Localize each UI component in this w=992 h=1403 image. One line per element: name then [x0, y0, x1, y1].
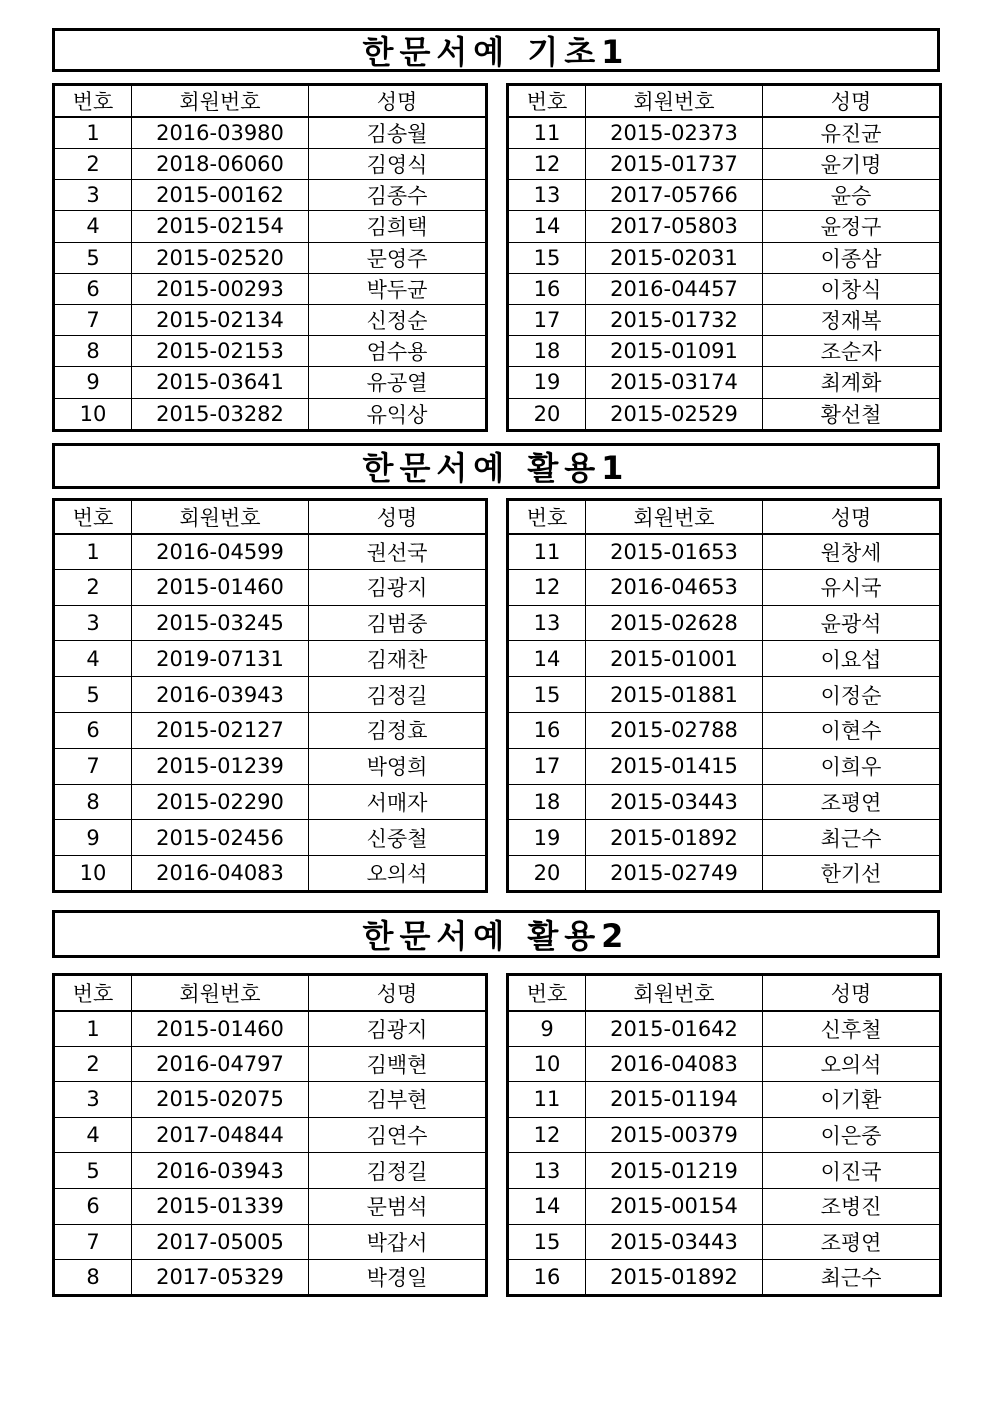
cell-name: 김백현: [309, 1046, 487, 1082]
cell-member-id: 2015-02749: [586, 856, 763, 892]
cell-name: 조병진: [763, 1188, 941, 1224]
cell-member-id: 2015-02075: [132, 1082, 309, 1118]
cell-no: 4: [54, 641, 132, 677]
table-row: [54, 398, 487, 430]
cell-no: 6: [54, 1188, 132, 1224]
cell-no: 19: [508, 367, 586, 398]
table-row: [508, 569, 941, 605]
cell-member-id: 2015-01642: [586, 1011, 763, 1047]
table-row: [54, 1224, 487, 1260]
table-row: [508, 180, 941, 211]
table-row: [54, 304, 487, 335]
member-table-right: [506, 498, 942, 893]
table-row: [54, 336, 487, 367]
table-row: [508, 856, 941, 892]
cell-no: 3: [54, 605, 132, 641]
table-row: [508, 242, 941, 273]
col-header-name: 성명: [309, 975, 487, 1011]
cell-member-id: 2015-02529: [586, 398, 763, 430]
cell-no: 5: [54, 677, 132, 713]
cell-name: 문영주: [309, 242, 487, 273]
cell-no: 16: [508, 1260, 586, 1296]
cell-no: 12: [508, 149, 586, 180]
cell-name: 최계화: [763, 367, 941, 398]
cell-member-id: 2015-02290: [132, 784, 309, 820]
cell-name: 정재복: [763, 304, 941, 335]
table-row: [54, 605, 487, 641]
cell-name: 엄수용: [309, 336, 487, 367]
cell-member-id: 2015-02628: [586, 605, 763, 641]
cell-name: 서매자: [309, 784, 487, 820]
cell-no: 4: [54, 211, 132, 242]
cell-no: 14: [508, 641, 586, 677]
cell-name: 신후철: [763, 1011, 941, 1047]
cell-member-id: 2015-01091: [586, 336, 763, 367]
table-row: [508, 1011, 941, 1047]
cell-member-id: 2017-05005: [132, 1224, 309, 1260]
cell-no: 10: [508, 1046, 586, 1082]
cell-no: 11: [508, 534, 586, 570]
table-row: [508, 367, 941, 398]
cell-name: 김재찬: [309, 641, 487, 677]
table-row: [508, 1117, 941, 1153]
cell-member-id: 2015-00154: [586, 1188, 763, 1224]
cell-name: 김정효: [309, 712, 487, 748]
table-row: [508, 748, 941, 784]
table-row: [54, 1188, 487, 1224]
col-header-member-id: 회원번호: [132, 975, 309, 1011]
col-header-no: 번호: [508, 975, 586, 1011]
cell-name: 권선국: [309, 534, 487, 570]
cell-member-id: 2015-01732: [586, 304, 763, 335]
cell-no: 14: [508, 1188, 586, 1224]
col-header-no: 번호: [54, 500, 132, 534]
cell-member-id: 2015-02456: [132, 820, 309, 856]
cell-name: 문범석: [309, 1188, 487, 1224]
cell-no: 5: [54, 242, 132, 273]
cell-name: 윤정구: [763, 211, 941, 242]
cell-no: 15: [508, 1224, 586, 1260]
section-title: 한문서예 활용1: [52, 443, 940, 489]
cell-name: 김연수: [309, 1117, 487, 1153]
table-row: [54, 180, 487, 211]
cell-no: 10: [54, 398, 132, 430]
table-row: [54, 534, 487, 570]
cell-no: 16: [508, 273, 586, 304]
cell-no: 8: [54, 784, 132, 820]
cell-no: 5: [54, 1153, 132, 1189]
table-row: [54, 1082, 487, 1118]
cell-no: 2: [54, 149, 132, 180]
cell-name: 오의석: [763, 1046, 941, 1082]
cell-member-id: 2017-04844: [132, 1117, 309, 1153]
cell-no: 6: [54, 273, 132, 304]
cell-member-id: 2015-03443: [586, 784, 763, 820]
cell-name: 최근수: [763, 820, 941, 856]
cell-no: 13: [508, 180, 586, 211]
col-header-no: 번호: [54, 975, 132, 1011]
table-row: [54, 712, 487, 748]
table-row: [508, 398, 941, 430]
table-row: [54, 1260, 487, 1296]
cell-name: 김정길: [309, 677, 487, 713]
cell-name: 한기선: [763, 856, 941, 892]
table-row: [508, 149, 941, 180]
table-row: [54, 367, 487, 398]
cell-no: 16: [508, 712, 586, 748]
table-row: [508, 117, 941, 149]
cell-member-id: 2015-01881: [586, 677, 763, 713]
table-row: [54, 273, 487, 304]
table-row: [508, 1224, 941, 1260]
cell-no: 13: [508, 605, 586, 641]
cell-no: 11: [508, 1082, 586, 1118]
cell-member-id: 2016-04653: [586, 569, 763, 605]
cell-no: 15: [508, 242, 586, 273]
cell-no: 20: [508, 856, 586, 892]
cell-member-id: 2015-00379: [586, 1117, 763, 1153]
table-row: [508, 641, 941, 677]
cell-name: 김송월: [309, 117, 487, 149]
cell-member-id: 2015-02031: [586, 242, 763, 273]
cell-name: 이은중: [763, 1117, 941, 1153]
cell-no: 17: [508, 304, 586, 335]
cell-member-id: 2019-07131: [132, 641, 309, 677]
cell-no: 8: [54, 1260, 132, 1296]
member-table-left: [52, 83, 488, 432]
table-header-row: [54, 85, 487, 118]
cell-member-id: 2015-02373: [586, 117, 763, 149]
cell-name: 박두균: [309, 273, 487, 304]
cell-no: 7: [54, 1224, 132, 1260]
cell-member-id: 2015-01737: [586, 149, 763, 180]
cell-member-id: 2015-01194: [586, 1082, 763, 1118]
table-row: [508, 605, 941, 641]
table-row: [508, 1046, 941, 1082]
cell-no: 4: [54, 1117, 132, 1153]
cell-no: 18: [508, 336, 586, 367]
cell-name: 조평연: [763, 1224, 941, 1260]
cell-name: 윤광석: [763, 605, 941, 641]
table-row: [508, 1153, 941, 1189]
cell-member-id: 2016-04083: [586, 1046, 763, 1082]
cell-member-id: 2015-03174: [586, 367, 763, 398]
table-row: [54, 641, 487, 677]
table-row: [508, 1260, 941, 1296]
col-header-no: 번호: [508, 500, 586, 534]
cell-name: 김영식: [309, 149, 487, 180]
cell-no: 2: [54, 569, 132, 605]
table-header-row: [54, 975, 487, 1011]
table-row: [54, 1011, 487, 1047]
cell-no: 10: [54, 856, 132, 892]
cell-member-id: 2015-01001: [586, 641, 763, 677]
cell-name: 신정순: [309, 304, 487, 335]
cell-member-id: 2016-04457: [586, 273, 763, 304]
cell-no: 12: [508, 569, 586, 605]
cell-name: 이기환: [763, 1082, 941, 1118]
section-title: 한문서예 기초1: [52, 28, 940, 72]
table-row: [508, 1188, 941, 1224]
cell-no: 18: [508, 784, 586, 820]
cell-member-id: 2015-03282: [132, 398, 309, 430]
cell-member-id: 2015-01415: [586, 748, 763, 784]
cell-no: 9: [54, 820, 132, 856]
cell-member-id: 2017-05329: [132, 1260, 309, 1296]
cell-name: 유익상: [309, 398, 487, 430]
table-row: [54, 748, 487, 784]
cell-name: 김정길: [309, 1153, 487, 1189]
cell-no: 8: [54, 336, 132, 367]
table-row: [54, 1153, 487, 1189]
cell-name: 박갑서: [309, 1224, 487, 1260]
cell-member-id: 2015-01653: [586, 534, 763, 570]
cell-name: 박영희: [309, 748, 487, 784]
cell-name: 이종삼: [763, 242, 941, 273]
cell-name: 이희우: [763, 748, 941, 784]
table-row: [508, 712, 941, 748]
cell-member-id: 2015-01239: [132, 748, 309, 784]
col-header-name: 성명: [309, 85, 487, 118]
col-header-name: 성명: [309, 500, 487, 534]
cell-no: 20: [508, 398, 586, 430]
cell-member-id: 2016-04599: [132, 534, 309, 570]
cell-name: 이현수: [763, 712, 941, 748]
cell-no: 7: [54, 304, 132, 335]
col-header-no: 번호: [508, 85, 586, 118]
cell-member-id: 2016-04797: [132, 1046, 309, 1082]
cell-member-id: 2016-03943: [132, 677, 309, 713]
cell-no: 1: [54, 117, 132, 149]
col-header-member-id: 회원번호: [586, 85, 763, 118]
cell-name: 이요섭: [763, 641, 941, 677]
cell-member-id: 2015-00293: [132, 273, 309, 304]
cell-name: 김종수: [309, 180, 487, 211]
table-row: [508, 784, 941, 820]
table-row: [508, 304, 941, 335]
table-row: [54, 1117, 487, 1153]
table-row: [508, 1082, 941, 1118]
cell-no: 9: [508, 1011, 586, 1047]
col-header-name: 성명: [763, 975, 941, 1011]
cell-no: 17: [508, 748, 586, 784]
cell-no: 14: [508, 211, 586, 242]
table-row: [508, 677, 941, 713]
col-header-member-id: 회원번호: [586, 500, 763, 534]
cell-member-id: 2015-02153: [132, 336, 309, 367]
cell-no: 3: [54, 180, 132, 211]
cell-name: 오의석: [309, 856, 487, 892]
cell-member-id: 2015-00162: [132, 180, 309, 211]
cell-member-id: 2015-01892: [586, 1260, 763, 1296]
table-header-row: [508, 500, 941, 534]
cell-member-id: 2015-02154: [132, 211, 309, 242]
col-header-name: 성명: [763, 500, 941, 534]
cell-member-id: 2015-02520: [132, 242, 309, 273]
table-row: [54, 1046, 487, 1082]
table-row: [54, 677, 487, 713]
member-table-right: [506, 83, 942, 432]
table-row: [508, 534, 941, 570]
member-table-left: [52, 973, 488, 1297]
cell-no: 2: [54, 1046, 132, 1082]
cell-name: 김광지: [309, 1011, 487, 1047]
cell-member-id: 2015-01460: [132, 1011, 309, 1047]
cell-no: 13: [508, 1153, 586, 1189]
table-header-row: [54, 500, 487, 534]
cell-member-id: 2015-02134: [132, 304, 309, 335]
cell-no: 15: [508, 677, 586, 713]
cell-name: 원창세: [763, 534, 941, 570]
col-header-member-id: 회원번호: [586, 975, 763, 1011]
cell-member-id: 2015-01892: [586, 820, 763, 856]
cell-no: 1: [54, 1011, 132, 1047]
cell-member-id: 2015-03641: [132, 367, 309, 398]
cell-name: 조평연: [763, 784, 941, 820]
cell-member-id: 2015-02127: [132, 712, 309, 748]
cell-member-id: 2016-04083: [132, 856, 309, 892]
col-header-name: 성명: [763, 85, 941, 118]
cell-name: 유진균: [763, 117, 941, 149]
cell-member-id: 2016-03980: [132, 117, 309, 149]
cell-member-id: 2015-03245: [132, 605, 309, 641]
table-row: [54, 820, 487, 856]
cell-name: 김부현: [309, 1082, 487, 1118]
cell-name: 박경일: [309, 1260, 487, 1296]
col-header-member-id: 회원번호: [132, 85, 309, 118]
member-table-right: [506, 973, 942, 1297]
cell-no: 19: [508, 820, 586, 856]
cell-no: 11: [508, 117, 586, 149]
table-row: [508, 273, 941, 304]
col-header-no: 번호: [54, 85, 132, 118]
cell-no: 3: [54, 1082, 132, 1118]
cell-name: 윤기명: [763, 149, 941, 180]
cell-member-id: 2015-01460: [132, 569, 309, 605]
table-row: [54, 856, 487, 892]
cell-member-id: 2015-03443: [586, 1224, 763, 1260]
cell-no: 7: [54, 748, 132, 784]
cell-name: 유공열: [309, 367, 487, 398]
table-row: [54, 211, 487, 242]
table-row: [508, 820, 941, 856]
member-table-left: [52, 498, 488, 893]
table-row: [54, 117, 487, 149]
table-row: [54, 149, 487, 180]
cell-name: 김광지: [309, 569, 487, 605]
cell-name: 최근수: [763, 1260, 941, 1296]
table-header-row: [508, 975, 941, 1011]
cell-name: 황선철: [763, 398, 941, 430]
cell-name: 신중철: [309, 820, 487, 856]
cell-member-id: 2018-06060: [132, 149, 309, 180]
cell-name: 조순자: [763, 336, 941, 367]
cell-name: 김희택: [309, 211, 487, 242]
cell-no: 6: [54, 712, 132, 748]
table-row: [54, 784, 487, 820]
cell-name: 이창식: [763, 273, 941, 304]
cell-member-id: 2016-03943: [132, 1153, 309, 1189]
cell-member-id: 2015-02788: [586, 712, 763, 748]
table-row: [508, 336, 941, 367]
cell-no: 9: [54, 367, 132, 398]
cell-no: 1: [54, 534, 132, 570]
cell-name: 유시국: [763, 569, 941, 605]
cell-member-id: 2017-05803: [586, 211, 763, 242]
table-row: [54, 569, 487, 605]
cell-name: 이정순: [763, 677, 941, 713]
cell-member-id: 2015-01339: [132, 1188, 309, 1224]
cell-member-id: 2017-05766: [586, 180, 763, 211]
cell-name: 김범중: [309, 605, 487, 641]
cell-no: 12: [508, 1117, 586, 1153]
cell-member-id: 2015-01219: [586, 1153, 763, 1189]
cell-name: 이진국: [763, 1153, 941, 1189]
table-row: [54, 242, 487, 273]
section-title: 한문서예 활용2: [52, 910, 940, 958]
table-header-row: [508, 85, 941, 118]
table-row: [508, 211, 941, 242]
col-header-member-id: 회원번호: [132, 500, 309, 534]
cell-name: 윤승: [763, 180, 941, 211]
